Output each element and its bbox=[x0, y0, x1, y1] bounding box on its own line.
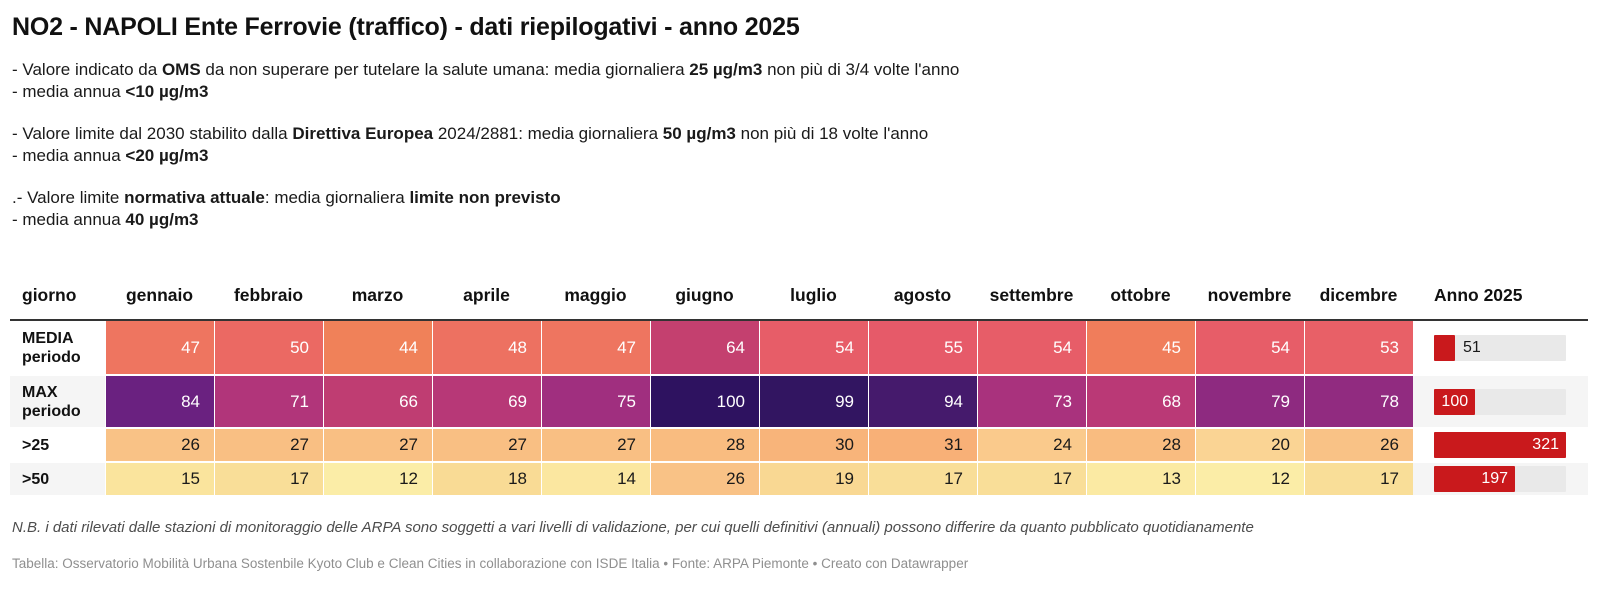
bar-value: 321 bbox=[1532, 436, 1559, 453]
heatmap-cell: 47 bbox=[105, 321, 214, 374]
heatmap-cell: 54 bbox=[977, 321, 1086, 374]
note-line: - media annua <20 µg/m3 bbox=[12, 146, 209, 165]
heatmap-cell: 68 bbox=[1086, 374, 1195, 427]
column-header-month: novembre bbox=[1195, 277, 1304, 321]
heatmap-cell: 15 bbox=[105, 461, 214, 495]
note-paragraph bbox=[12, 59, 1588, 103]
heatmap-cell: 48 bbox=[432, 321, 541, 374]
row-label: >50 bbox=[10, 461, 105, 495]
heatmap-cell: 75 bbox=[541, 374, 650, 427]
heatmap-cell: 78 bbox=[1304, 374, 1413, 427]
heatmap-cell: 27 bbox=[432, 427, 541, 461]
footnote: N.B. i dati rilevati dalle stazioni di monitoraggio delle ARPA sono soggetti a vari livelli di validazione, per cui quelli definitivi (annuali) possono differire da quanto pubblicato quotidianamente bbox=[12, 519, 1254, 536]
column-header-month: ottobre bbox=[1086, 277, 1195, 321]
heatmap-cell: 14 bbox=[541, 461, 650, 495]
note-line: - media annua <10 µg/m3 bbox=[12, 82, 209, 101]
heatmap-cell: 28 bbox=[1086, 427, 1195, 461]
column-header-giorno: giorno bbox=[10, 277, 105, 321]
heatmap-cell: 84 bbox=[105, 374, 214, 427]
heatmap-cell: 12 bbox=[323, 461, 432, 495]
heatmap-cell: 17 bbox=[1304, 461, 1413, 495]
column-header-month: settembre bbox=[977, 277, 1086, 321]
heatmap-cell: 30 bbox=[759, 427, 868, 461]
note-line: .- Valore limite normativa attuale: media giornaliera limite non previsto bbox=[12, 188, 561, 207]
data-table bbox=[10, 277, 1588, 495]
heatmap-cell: 45 bbox=[1086, 321, 1195, 374]
column-header-month: giugno bbox=[650, 277, 759, 321]
heatmap-cell: 44 bbox=[323, 321, 432, 374]
heatmap-cell: 12 bbox=[1195, 461, 1304, 495]
bar-track bbox=[1434, 389, 1566, 415]
bar-track bbox=[1434, 432, 1566, 458]
heatmap-cell: 53 bbox=[1304, 321, 1413, 374]
column-header-month: gennaio bbox=[105, 277, 214, 321]
table-row bbox=[10, 321, 1588, 374]
column-header-month: agosto bbox=[868, 277, 977, 321]
row-label: MAX periodo bbox=[10, 374, 105, 427]
note-line: - Valore limite dal 2030 stabilito dalla Direttiva Europea 2024/2881: media giornaliera 50 µg/m3 non più di 18 volte l'anno bbox=[12, 124, 929, 143]
row-label: >25 bbox=[10, 427, 105, 461]
credits: Tabella: Osservatorio Mobilità Urbana Sostenbile Kyoto Club e Clean Cities in collaborazione con ISDE Italia • Fonte: ARPA Piemonte • Creato con Datawrapper bbox=[12, 556, 969, 571]
year-bar-cell bbox=[1413, 427, 1588, 461]
column-header-month: aprile bbox=[432, 277, 541, 321]
bar-value: 197 bbox=[1481, 470, 1509, 487]
heatmap-cell: 50 bbox=[214, 321, 323, 374]
bar-track bbox=[1434, 466, 1566, 492]
heatmap-cell: 79 bbox=[1195, 374, 1304, 427]
heatmap-cell: 20 bbox=[1195, 427, 1304, 461]
bar-track bbox=[1434, 335, 1566, 361]
bar-value: 100 bbox=[1441, 392, 1469, 410]
bar-fill bbox=[1434, 335, 1455, 361]
year-bar-cell bbox=[1413, 321, 1588, 374]
heatmap-cell: 64 bbox=[650, 321, 759, 374]
heatmap-cell: 27 bbox=[541, 427, 650, 461]
column-header-month: maggio bbox=[541, 277, 650, 321]
heatmap-cell: 26 bbox=[1304, 427, 1413, 461]
heatmap-cell: 71 bbox=[214, 374, 323, 427]
heatmap-cell: 100 bbox=[650, 374, 759, 427]
heatmap-cell: 26 bbox=[650, 461, 759, 495]
note-paragraph bbox=[12, 123, 1588, 167]
column-header-month: febbraio bbox=[214, 277, 323, 321]
heatmap-cell: 17 bbox=[214, 461, 323, 495]
heatmap-cell: 54 bbox=[759, 321, 868, 374]
heatmap-cell: 18 bbox=[432, 461, 541, 495]
note-line: - media annua 40 µg/m3 bbox=[12, 210, 199, 229]
heatmap-cell: 94 bbox=[868, 374, 977, 427]
heatmap-cell: 26 bbox=[105, 427, 214, 461]
notes-block bbox=[12, 59, 1588, 231]
heatmap-cell: 66 bbox=[323, 374, 432, 427]
heatmap-cell: 69 bbox=[432, 374, 541, 427]
heatmap-cell: 47 bbox=[541, 321, 650, 374]
note-line: - Valore indicato da OMS da non superare per tutelare la salute umana: media giornaliera 25 µg/m3 non più di 3/4 volte l'anno bbox=[12, 60, 960, 79]
chart-title: NO2 - NAPOLI Ente Ferrovie (traffico) - dati riepilogativi - anno 2025 bbox=[12, 13, 800, 41]
heatmap-cell: 13 bbox=[1086, 461, 1195, 495]
heatmap-cell: 31 bbox=[868, 427, 977, 461]
row-label: MEDIA periodo bbox=[10, 321, 105, 374]
column-header-anno-2025: Anno 2025 bbox=[1413, 277, 1588, 321]
note-paragraph bbox=[12, 187, 1588, 231]
heatmap-cell: 99 bbox=[759, 374, 868, 427]
column-header-month: marzo bbox=[323, 277, 432, 321]
table-row bbox=[10, 461, 1588, 495]
heatmap-cell: 27 bbox=[323, 427, 432, 461]
heatmap-cell: 19 bbox=[759, 461, 868, 495]
heatmap-cell: 27 bbox=[214, 427, 323, 461]
heatmap-cell: 54 bbox=[1195, 321, 1304, 374]
column-header-month: luglio bbox=[759, 277, 868, 321]
heatmap-cell: 55 bbox=[868, 321, 977, 374]
year-bar-cell bbox=[1413, 461, 1588, 495]
heatmap-cell: 17 bbox=[868, 461, 977, 495]
column-header-month: dicembre bbox=[1304, 277, 1413, 321]
heatmap-cell: 28 bbox=[650, 427, 759, 461]
table-row bbox=[10, 374, 1588, 427]
bar-value: 51 bbox=[1462, 338, 1481, 356]
heatmap-cell: 17 bbox=[977, 461, 1086, 495]
year-bar-cell bbox=[1413, 374, 1588, 427]
heatmap-cell: 73 bbox=[977, 374, 1086, 427]
table-row bbox=[10, 427, 1588, 461]
heatmap-cell: 24 bbox=[977, 427, 1086, 461]
